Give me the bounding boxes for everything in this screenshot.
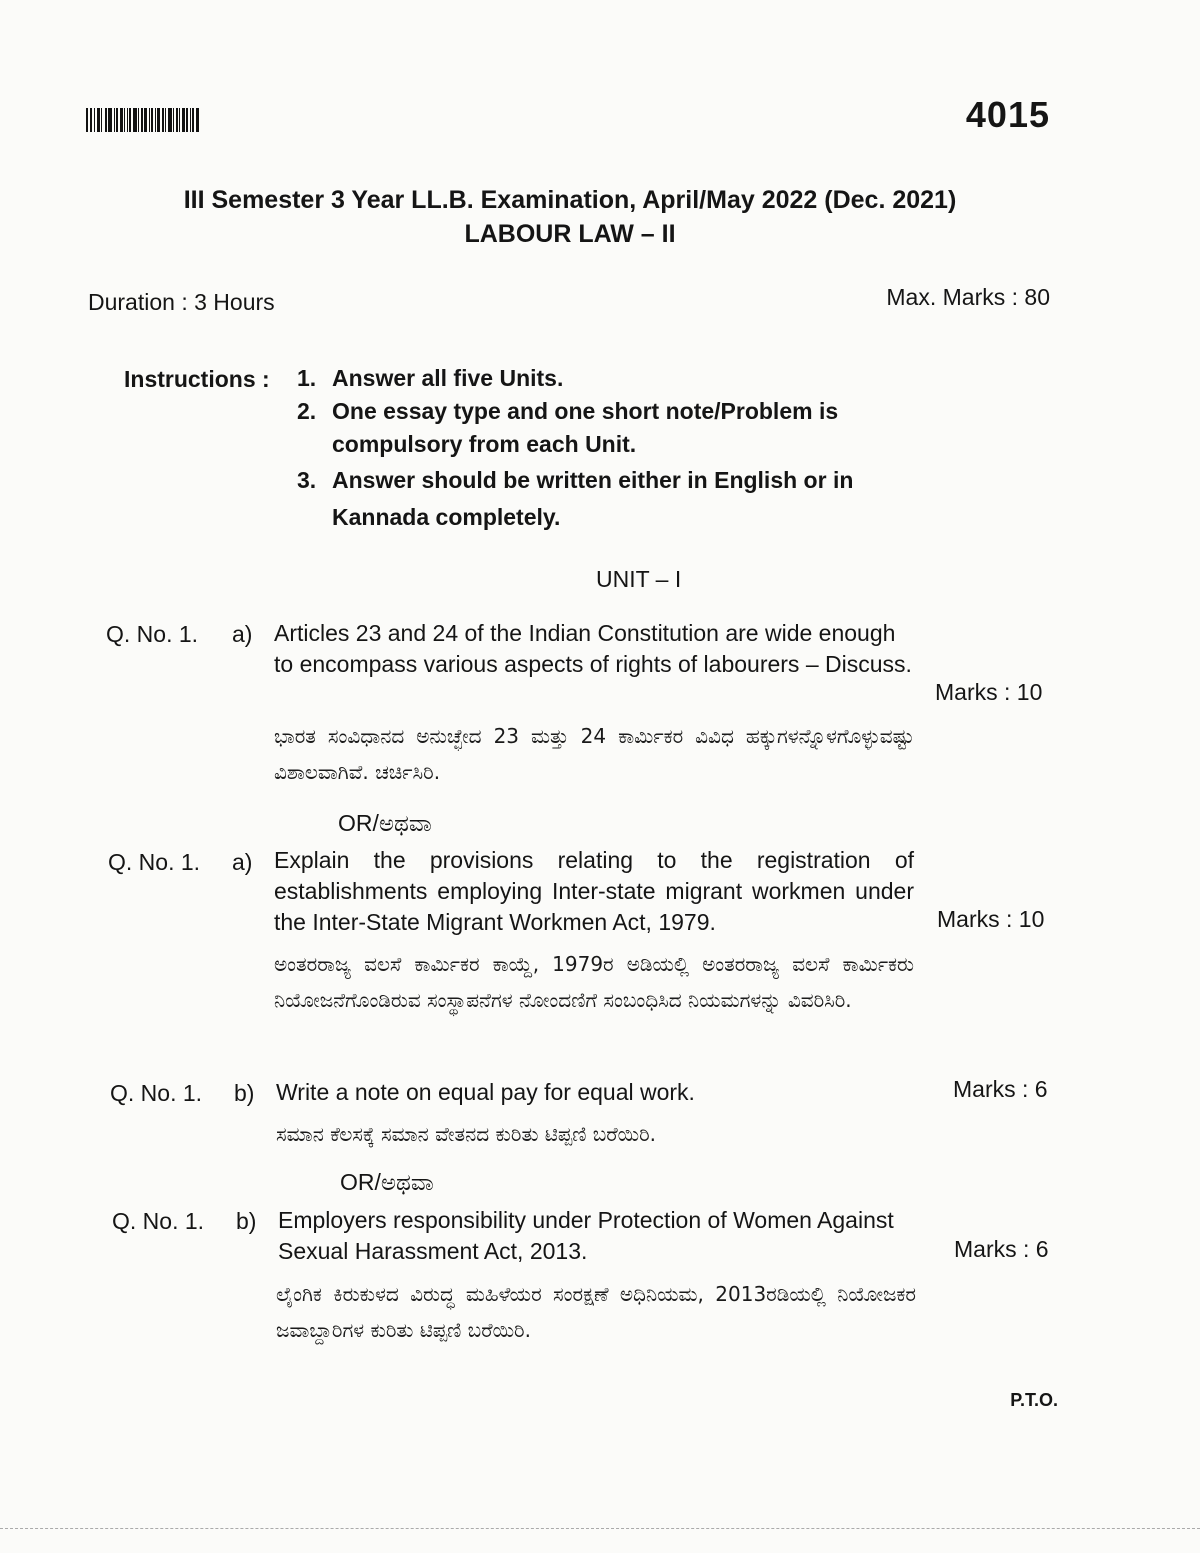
- question-part: a): [232, 849, 253, 875]
- question-number: Q. No. 1.: [112, 1208, 205, 1234]
- or-separator: OR/ಅಥವಾ: [338, 810, 432, 836]
- question-text-kannada: ಅಂತರರಾಜ್ಯ ವಲಸೆ ಕಾರ್ಮಿಕರ ಕಾಯ್ದೆ, 1979ರ ಅಡಿಯಲ್ಲಿ ಅಂತರರಾಜ್ಯ ವಲಸೆ ಕಾರ್ಮಿಕರು ನಿಯೋಜನೆಗೊಂಡಿರುವ ಸಂಸ್ಥಾಪನೆಗಳ ನೋಂದಣಿಗೆ ಸಂಬಂಧಿಸಿದ ನಿಯಮಗಳನ್ನು ವಿವರಿಸಿರಿ.: [274, 952, 914, 1012]
- subject-title: LABOUR LAW – II: [464, 220, 676, 248]
- question-marks: Marks : 6: [953, 1076, 1048, 1102]
- question-part: b): [236, 1208, 257, 1234]
- question-text: Explain the provisions relating to the registration of establishments employing Inter-state migrant workmen under the Inter-State Migrant Workmen Act, 1979.: [274, 847, 914, 935]
- instruction-item: 2. One essay type and one short note/Problem is compulsory from each Unit.: [297, 398, 839, 457]
- scan-edge-divider: [0, 1528, 1200, 1529]
- exam-title: III Semester 3 Year LL.B. Examination, April/May 2022 (Dec. 2021): [183, 186, 957, 214]
- question-marks: Marks : 10: [937, 906, 1045, 932]
- question-number: Q. No. 1.: [108, 849, 201, 875]
- paper-code: 4015: [965, 94, 1050, 135]
- question-part: b): [234, 1080, 255, 1106]
- question-number: Q. No. 1.: [106, 621, 199, 647]
- page-turn-note: P.T.O.: [1010, 1390, 1058, 1410]
- question-text-kannada: ಲೈಂಗಿಕ ಕಿರುಕುಳದ ವಿರುದ್ಧ ಮಹಿಳೆಯರ ಸಂರಕ್ಷಣೆ ಅಧಿನಿಯಮ, 2013ರಡಿಯಲ್ಲಿ ನಿಯೋಜಕರ ಜವಾಬ್ದಾರಿಗಳ ಕುರಿತು ಟಿಪ್ಪಣಿ ಬರೆಯಿರಿ.: [276, 1282, 916, 1342]
- instruction-item: 1. Answer all five Units.: [297, 365, 564, 391]
- question-text-kannada: ಭಾರತ ಸಂವಿಧಾನದ ಅನುಚ್ಛೇದ 23 ಮತ್ತು 24 ಕಾರ್ಮಿಕರ ವಿವಿಧ ಹಕ್ಕುಗಳನ್ನೊಳಗೊಳ್ಳುವಷ್ಟು ವಿಶಾಲವಾಗಿವೆ. ಚರ್ಚಿಸಿರಿ.: [274, 724, 914, 784]
- instruction-item: 3. Answer should be written either in English or in Kannada completely.: [297, 467, 854, 530]
- barcode: [86, 108, 220, 132]
- unit-heading: UNIT – I: [596, 566, 682, 592]
- instructions-label: Instructions :: [124, 366, 270, 392]
- or-separator: OR/ಅಥವಾ: [340, 1169, 434, 1195]
- max-marks: Max. Marks : 80: [886, 284, 1050, 310]
- question-number: Q. No. 1.: [110, 1080, 203, 1106]
- question-marks: Marks : 10: [935, 679, 1043, 705]
- question-text: Write a note on equal pay for equal work.: [276, 1079, 695, 1105]
- question-text: Articles 23 and 24 of the Indian Constitution are wide enough to encompass various aspects of rights of labourers – Discuss.: [274, 620, 912, 677]
- question-text-kannada: ಸಮಾನ ಕೆಲಸಕ್ಕೆ ಸಮಾನ ವೇತನದ ಕುರಿತು ಟಿಪ್ಪಣಿ ಬರೆಯಿರಿ.: [276, 1122, 657, 1146]
- question-marks: Marks : 6: [954, 1236, 1049, 1262]
- question-text: Employers responsibility under Protection of Women Against Sexual Harassment Act, 2013.: [278, 1207, 894, 1264]
- duration: Duration : 3 Hours: [88, 289, 275, 315]
- question-part: a): [232, 621, 253, 647]
